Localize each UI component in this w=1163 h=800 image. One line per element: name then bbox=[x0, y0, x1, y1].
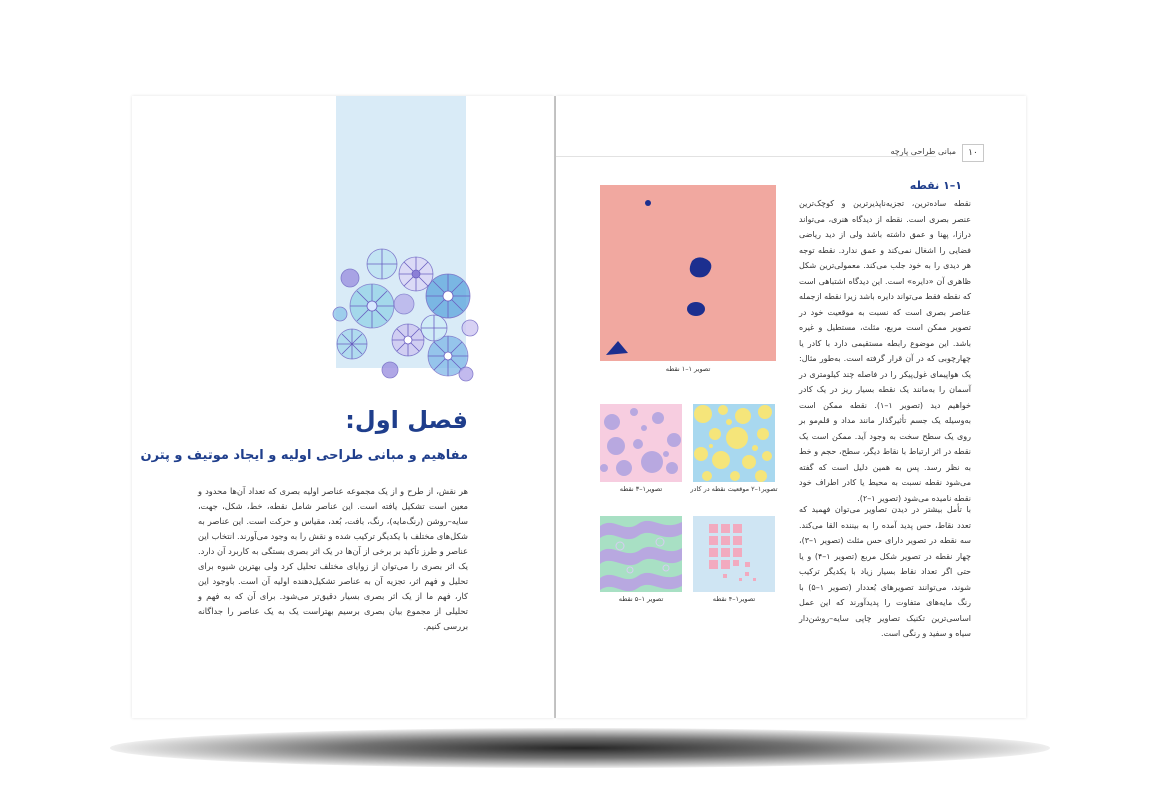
left-page bbox=[132, 96, 554, 718]
book-shadow bbox=[110, 728, 1050, 768]
chapter-intro-text: هر نقش، از طرح و از یک مجموعه عناصر اولیه بصری که تعداد آن‌ها محدود و معین است تشکیل یافته است. این عناصر شامل نقطه، خط، شکل، جهت، سایه–روشن (رنگ‌مایه)، رنگ، بافت، بُعد، مقیاس و حرکت است. این عناصر به شکل‌های مختلف با یکدیگر ترکیب شده و نقش را به وجود می‌آورند. انتخاب این عناصر و طرز تأکید بر برخی از آن‌ها در یک اثر بصری بستگی به کاربرد آن دارد. یک اثر بصری را می‌توان از زوایای مختلف تحلیل کرد ولی بهترین شیوه برای تحلیل و فهم اثر، تجزیه آن به عناصر تشکیل‌دهنده اولیه آن است. باوجود این کار، فهم ما از یک اثر بصری بسیار دقیق‌تر می‌شود. برای آن که به فهم و تحلیلی از مجموع بیان بصری برسیم بهتراست یک به یک عناصر را جداگانه بررسی کنیم. bbox=[198, 486, 468, 631]
figure-1-1 bbox=[600, 185, 776, 361]
chapter-title: فصل اول: bbox=[345, 406, 468, 434]
figure-1-3 bbox=[600, 404, 682, 482]
flower-cluster-icon bbox=[330, 236, 480, 382]
header-divider bbox=[556, 156, 936, 157]
figure-1-1-caption: تصویر ۱–۱ نقطه bbox=[665, 365, 711, 373]
section-body-1: نقطه ساده‌ترین، تجزیه‌ناپذیرترین و کوچک‌ترین عنصر بصری است. نقطه از دیدگاه هنری، می‌تواند درازا، پهنا و عمق داشته باشد ولی از دید ریاضی فضایی را اشغال نمی‌کند و عمق ندارد. نقطه توجه هر دیدی را به خود جلب می‌کند. معمولی‌ترین شکل ظاهری آن «دایره» است. این دیدگاه اشتباهی است که نقطه فقط می‌تواند دایره باشد زیرا نقطه ازجمله عناصر بصری است که نسبت به موقعیت خود در تصویر ممکن است مربع، مثلث، مستطیل و غیره باشد. این موضوع رابطه مستقیمی دارد با کادر یا چهارچوبی که در آن قرار گرفته است. به‌طور مثال: یک هواپیمای غول‌پیکر را در فاصله چند کیلومتری در آسمان را به‌مانند یک نقطه بسیار ریز در یک کادر خواهیم دید (تصویر ۱–۱). نقطه ممکن است به‌وسیله یک جسم تأثیرگذار مانند مداد و قلم‌مو بر روی یک سطح سخت به وجود آید. ممکن است یک نقطه در اثر ارتباط با نقاط دیگر، سطح، حجم و خط به نظر رسد. پس به همین دلیل است که گفته می‌شود نقطه نسبت به محیط یا کادر اطراف خود نقطه نامیده می‌شود (تصویر ۱–۲). bbox=[799, 199, 971, 503]
chapter-subtitle: مفاهیم و مبانی طراحی اولیه و ایجاد موتیف و پترن bbox=[140, 448, 468, 463]
figure-1-4-caption: تصویر۱–۴ نقطه bbox=[712, 595, 756, 603]
running-header: مبانی طراحی پارچه bbox=[890, 147, 956, 156]
right-page bbox=[556, 96, 1026, 718]
section-heading: ۱–۱ نقطه bbox=[909, 179, 962, 192]
section-body-2: با تأمل بیشتر در دیدن تصاویر می‌توان فهمید که تعدد نقاط، حس پدید آمده را به بیننده القا می‌کند. سه نقطه در تصویر دارای حس مثلث (تصویر ۱–۳)، چهار نقطه در تصویر شکل مربع (تصویر ۱–۴) و یا حتی اگر تعداد نقاط بسیار زیاد با یکدیگر ترکیب شوند، می‌توانند تصویرهای بُعددار (تصویر ۱–۵) با رنگ مایه‌های متفاوت را پدیدآورند که این عمل اساسی‌ترین تکنیک تصاویر چاپی سایه–روشن‌دار سیاه و سفید و رنگی است. bbox=[799, 505, 972, 638]
page-number: ۱۰ bbox=[962, 144, 984, 162]
figure-1-5-caption: تصویر ۱–۵ نقطه bbox=[618, 595, 664, 603]
figure-1-2 bbox=[693, 404, 775, 482]
figure-1-5 bbox=[600, 516, 682, 592]
figure-1-3-caption: تصویر۱–۳ نقطه bbox=[619, 485, 663, 493]
figure-1-2-caption: تصویر۱–۲ موقعیت نقطه در کادر bbox=[690, 485, 778, 493]
figure-1-4 bbox=[693, 516, 775, 592]
